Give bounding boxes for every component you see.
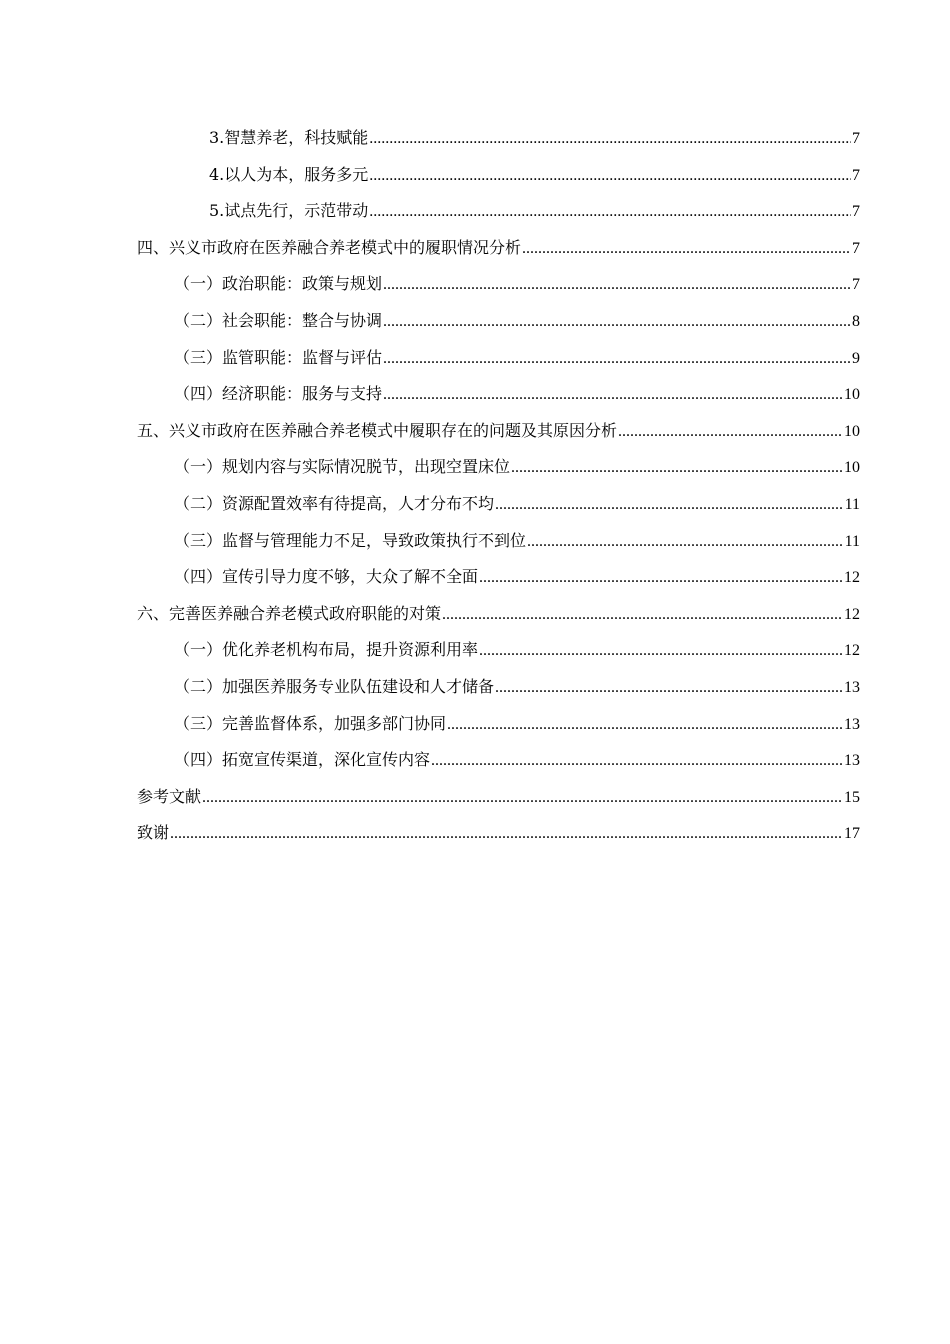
toc-entry-page-number: 13 bbox=[844, 715, 860, 733]
toc-dot-leader bbox=[202, 780, 843, 817]
toc-entry[interactable] bbox=[137, 779, 860, 816]
toc-dot-leader bbox=[495, 670, 843, 707]
table-of-contents bbox=[137, 120, 860, 852]
toc-entry-title: （一）优化养老机构布局，提升资源利用率 bbox=[174, 640, 479, 660]
toc-entry[interactable] bbox=[137, 632, 860, 669]
toc-entry-page-number: 7 bbox=[852, 276, 860, 294]
toc-entry-title: 六、完善医养融合养老模式政府职能的对策 bbox=[137, 603, 442, 623]
toc-entry-page-number: 7 bbox=[852, 239, 860, 257]
toc-dot-leader bbox=[383, 304, 851, 341]
toc-entry-page-number: 13 bbox=[844, 678, 860, 696]
toc-entry[interactable] bbox=[137, 230, 860, 267]
toc-entry-page-number: 8 bbox=[852, 312, 860, 330]
toc-entry[interactable] bbox=[137, 742, 860, 779]
toc-entry[interactable] bbox=[137, 193, 860, 230]
toc-entry-page-number: 11 bbox=[844, 495, 860, 513]
toc-entry-title: 3.智慧养老，科技赋能 bbox=[209, 128, 369, 147]
toc-dot-leader bbox=[479, 633, 843, 670]
toc-entry-page-number: 15 bbox=[844, 788, 860, 806]
toc-dot-leader bbox=[479, 560, 843, 597]
toc-entry[interactable] bbox=[137, 596, 860, 633]
toc-entry-page-number: 10 bbox=[844, 459, 860, 477]
toc-entry[interactable] bbox=[137, 815, 860, 852]
toc-entry[interactable] bbox=[137, 559, 860, 596]
toc-entry-title: （二）资源配置效率有待提高，人才分布不均 bbox=[174, 493, 495, 513]
toc-dot-leader bbox=[511, 450, 843, 487]
toc-entry-title: （四）经济职能：服务与支持 bbox=[174, 384, 383, 404]
toc-entry[interactable] bbox=[137, 120, 860, 157]
toc-entry[interactable] bbox=[137, 303, 860, 340]
toc-entry[interactable] bbox=[137, 486, 860, 523]
toc-dot-leader bbox=[527, 524, 844, 561]
toc-dot-leader bbox=[383, 377, 843, 414]
toc-entry-title: 5.试点先行，示范带动 bbox=[209, 201, 369, 221]
toc-entry-title: 致谢 bbox=[137, 823, 170, 843]
toc-dot-leader bbox=[495, 487, 844, 524]
toc-entry-page-number: 7 bbox=[852, 203, 860, 221]
toc-entry[interactable] bbox=[137, 523, 860, 560]
toc-entry-page-number: 12 bbox=[844, 605, 860, 623]
toc-entry-title: 五、兴义市政府在医养融合养老模式中履职存在的问题及其原因分析 bbox=[137, 420, 618, 440]
toc-entry-title: （三）监管职能：监督与评估 bbox=[174, 347, 383, 367]
toc-entry-page-number: 11 bbox=[844, 532, 860, 550]
toc-entry-page-number: 13 bbox=[844, 752, 860, 770]
toc-entry-title: 4.以人为本，服务多元 bbox=[209, 164, 369, 184]
toc-entry-page-number: 7 bbox=[852, 166, 860, 184]
toc-entry-page-number: 10 bbox=[844, 386, 860, 404]
toc-entry-title: （四）宣传引导力度不够，大众了解不全面 bbox=[174, 567, 479, 587]
toc-dot-leader bbox=[383, 341, 851, 378]
toc-entry-page-number: 7 bbox=[852, 130, 860, 147]
toc-entry-page-number: 12 bbox=[844, 642, 860, 660]
toc-entry[interactable] bbox=[137, 340, 860, 377]
toc-entry[interactable] bbox=[137, 413, 860, 450]
toc-dot-leader bbox=[369, 194, 851, 231]
toc-dot-leader bbox=[369, 158, 851, 195]
toc-dot-leader bbox=[618, 414, 843, 451]
toc-entry-title: （二）加强医养服务专业队伍建设和人才储备 bbox=[174, 676, 495, 696]
toc-entry-page-number: 12 bbox=[844, 569, 860, 587]
toc-entry-title: 参考文献 bbox=[137, 786, 202, 806]
toc-entry-title: （四）拓宽宣传渠道，深化宣传内容 bbox=[174, 750, 431, 770]
toc-entry[interactable] bbox=[137, 706, 860, 743]
toc-dot-leader bbox=[442, 597, 843, 634]
toc-entry-title: 四、兴义市政府在医养融合养老模式中的履职情况分析 bbox=[137, 237, 522, 257]
toc-entry-title: （一）规划内容与实际情况脱节，出现空置床位 bbox=[174, 457, 511, 477]
toc-dot-leader bbox=[447, 707, 843, 744]
toc-entry[interactable] bbox=[137, 669, 860, 706]
toc-entry-title: （二）社会职能：整合与协调 bbox=[174, 310, 383, 330]
toc-dot-leader bbox=[170, 816, 843, 853]
toc-dot-leader bbox=[383, 267, 851, 304]
toc-dot-leader bbox=[522, 231, 851, 268]
toc-entry-title: （三）完善监督体系，加强多部门协同 bbox=[174, 713, 447, 733]
toc-entry-title: （三）监督与管理能力不足，导致政策执行不到位 bbox=[174, 530, 527, 550]
toc-entry-title: （一）政治职能：政策与规划 bbox=[174, 274, 383, 294]
toc-entry-page-number: 9 bbox=[852, 349, 860, 367]
toc-entry-page-number: 10 bbox=[844, 422, 860, 440]
toc-entry-page-number: 17 bbox=[844, 825, 860, 843]
toc-dot-leader bbox=[369, 121, 851, 158]
toc-dot-leader bbox=[431, 743, 843, 780]
toc-entry[interactable] bbox=[137, 449, 860, 486]
toc-entry[interactable] bbox=[137, 157, 860, 194]
toc-entry[interactable] bbox=[137, 266, 860, 303]
toc-entry[interactable] bbox=[137, 376, 860, 413]
